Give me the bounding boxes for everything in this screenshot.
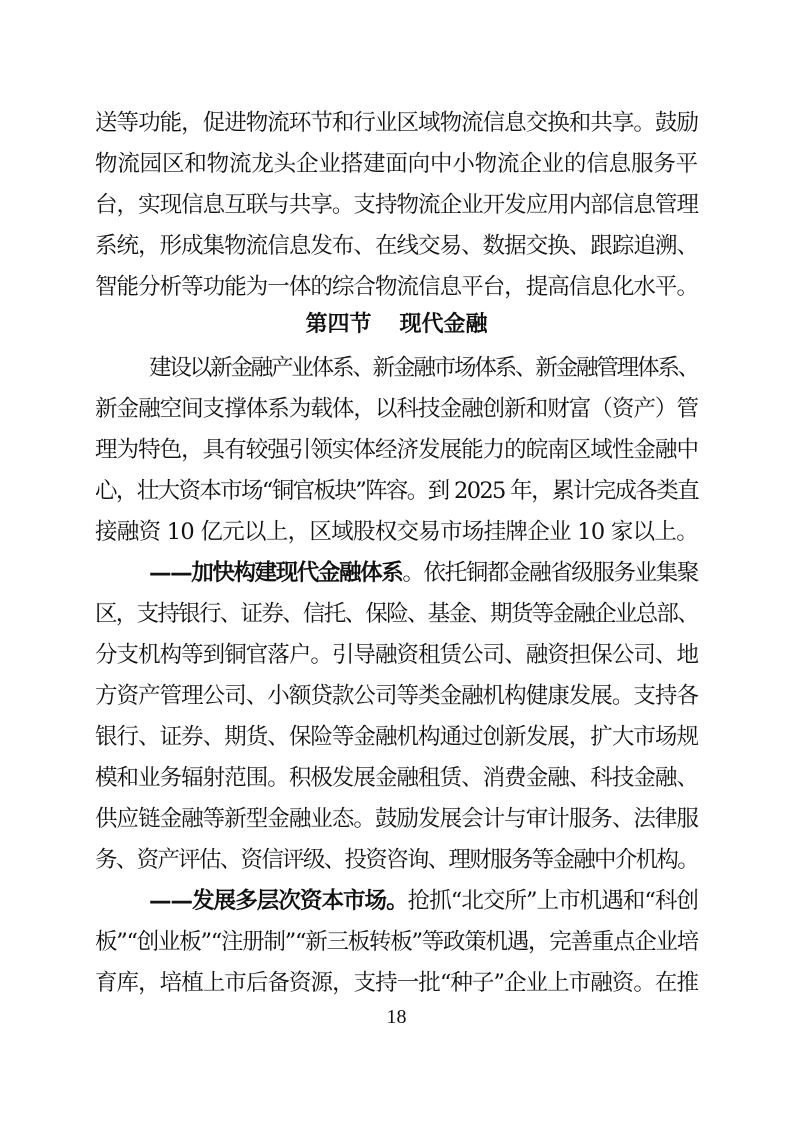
section-title: 现代金融 [399,312,488,337]
text-line: 务、资产评估、资信评级、投资咨询、理财服务等金融中介机构。 [95,847,698,873]
text-line: 理为特色，具有较强引领实体经济发展能力的皖南区域性金融中 [95,437,698,463]
text-line: 新金融空间支撑体系为载体，以科技金融创新和财富（资产）管 [95,396,698,422]
text-line: 模和业务辐射范围。积极发展金融租赁、消费金融、科技金融、 [95,765,698,791]
lead-rest: 。依托铜都金融省级服务业集聚 [402,560,698,586]
text-line [95,555,698,591]
text-line: 智能分析等功能为一体的综合物流信息平台，提高信息化水平。 [95,274,698,300]
page-number: 18 [386,1006,407,1028]
text-line: 方资产管理公司、小额贷款公司等类金融机构健康发展。支持各 [95,683,698,709]
section-heading [0,307,793,343]
text-line: 台，实现信息互联与共享。支持物流企业开发应用内部信息管理 [95,192,698,218]
text-line: 银行、证券、期货、保险等金融机构通过创新发展，扩大市场规 [95,724,698,750]
text-line: 分支机构等到铜官落户。引导融资租赁公司、融资担保公司、地 [95,642,698,668]
text-line: 建设以新金融产业体系、新金融市场体系、新金融管理体系、 [149,355,698,381]
section-number: 第四节 [305,312,372,337]
text-line: 育库，培植上市后备资源，支持一批“种子”企业上市融资。在推 [95,970,698,996]
text-line: 接融资 10 亿元以上，区域股权交易市场挂牌企业 10 家以上。 [95,519,698,545]
text-line: 系统，形成集物流信息发布、在线交易、数据交换、跟踪追溯、 [95,233,698,259]
lead-rest: 抢抓“北交所”上市机遇和“科创 [407,888,699,914]
text-line: 板”“创业板”“注册制”“新三板转板”等政策机遇，完善重点企业培 [95,929,698,955]
text-line: 心，壮大资本市场“铜官板块”阵容。到 2025 年，累计完成各类直 [95,478,698,504]
text-line [95,883,698,919]
text-line: 区，支持银行、证券、信托、保险、基金、期货等金融企业总部、 [95,601,698,627]
text-line: 物流园区和物流龙头企业搭建面向中小物流企业的信息服务平 [95,151,698,177]
bold-lead: ——加快构建现代金融体系 [149,560,403,586]
bold-lead: ——发展多层次资本市场。 [149,888,408,914]
text-line: 供应链金融等新型金融业态。鼓励发展会计与审计服务、法律服 [95,806,698,832]
text-line: 送等功能，促进物流环节和行业区域物流信息交换和共享。鼓励 [95,110,698,136]
